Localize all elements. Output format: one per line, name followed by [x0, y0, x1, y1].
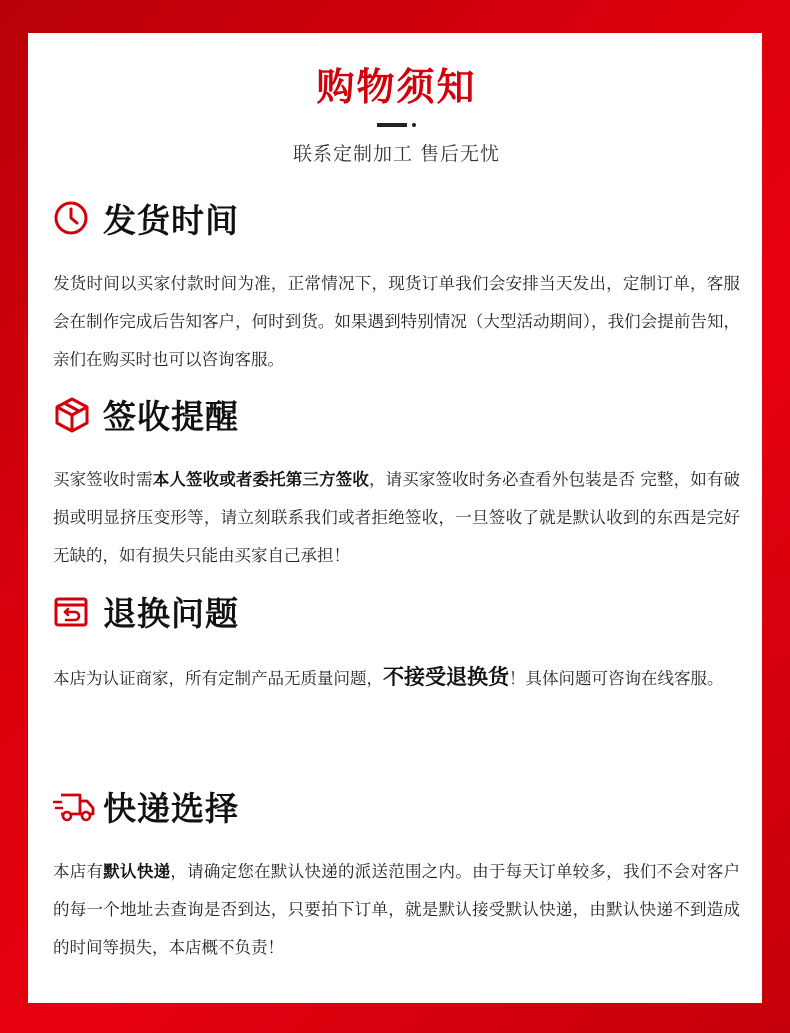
section-body	[53, 853, 740, 967]
page-title: 购物须知	[316, 65, 477, 109]
section-return-policy	[53, 586, 740, 698]
section-header	[53, 193, 740, 243]
body-emphasis: 本人签收或者委托第三方签收	[152, 470, 369, 489]
underline-dot	[412, 123, 416, 127]
body-emphasis: 不接受退换货	[383, 665, 509, 689]
underline-bar	[377, 123, 407, 127]
body-text: 本店有	[53, 862, 104, 881]
section-header	[53, 781, 740, 831]
body-text: 买家签收时需	[53, 470, 153, 489]
section-signing-reminder	[53, 389, 740, 575]
clock-icon	[53, 200, 89, 236]
body-text: ，请买家签收时务必查看外包装是否 完整，如有破损或明显挤压变形等，请立刻联系我们或者拒绝签收，一旦签收了就是默认收到的东西是完好无缺的，如有损失只能由买家自己承担！	[53, 470, 741, 565]
delivery-truck-icon	[53, 788, 95, 824]
section-header	[53, 586, 740, 636]
section-title: 发货时间	[103, 200, 239, 240]
section-body	[53, 461, 740, 575]
header	[53, 33, 740, 167]
section-title: 签收提醒	[103, 396, 239, 436]
section-courier-choice	[53, 781, 740, 967]
section-shipping-time	[53, 193, 740, 379]
return-box-icon	[53, 593, 89, 629]
section-title: 快递选择	[103, 788, 239, 828]
body-emphasis: 默认快递	[103, 862, 171, 881]
section-body	[53, 658, 740, 698]
body-text: 本店为认证商家，所有定制产品无质量问题，	[53, 669, 383, 688]
section-title: 退换问题	[103, 593, 239, 633]
section-body: 发货时间以买家付款时间为准，正常情况下，现货订单我们会安排当天发出，定制订单，客服会在制作完成后告知客户，何时到货。如果遇到特别情况（大型活动期间），我们会提前告知，亲们在购买时也可以咨询客服。	[53, 274, 740, 369]
section-header	[53, 389, 740, 439]
title-underline	[377, 123, 417, 127]
body-text: ！具体问题可咨询在线客服。	[509, 669, 724, 688]
body-text: ，请确定您在默认快递的派送范围之内。由于每天订单较多，我们不会对客户的每一个地址去查询是否到达，只要拍下订单，就是默认接受默认快递，由默认快递不到造成的时间等损失，本店概不负责！	[53, 862, 741, 957]
package-box-icon	[53, 396, 89, 432]
notice-card	[28, 33, 762, 1003]
page-subtitle: 联系定制加工 售后无忧	[292, 143, 501, 165]
